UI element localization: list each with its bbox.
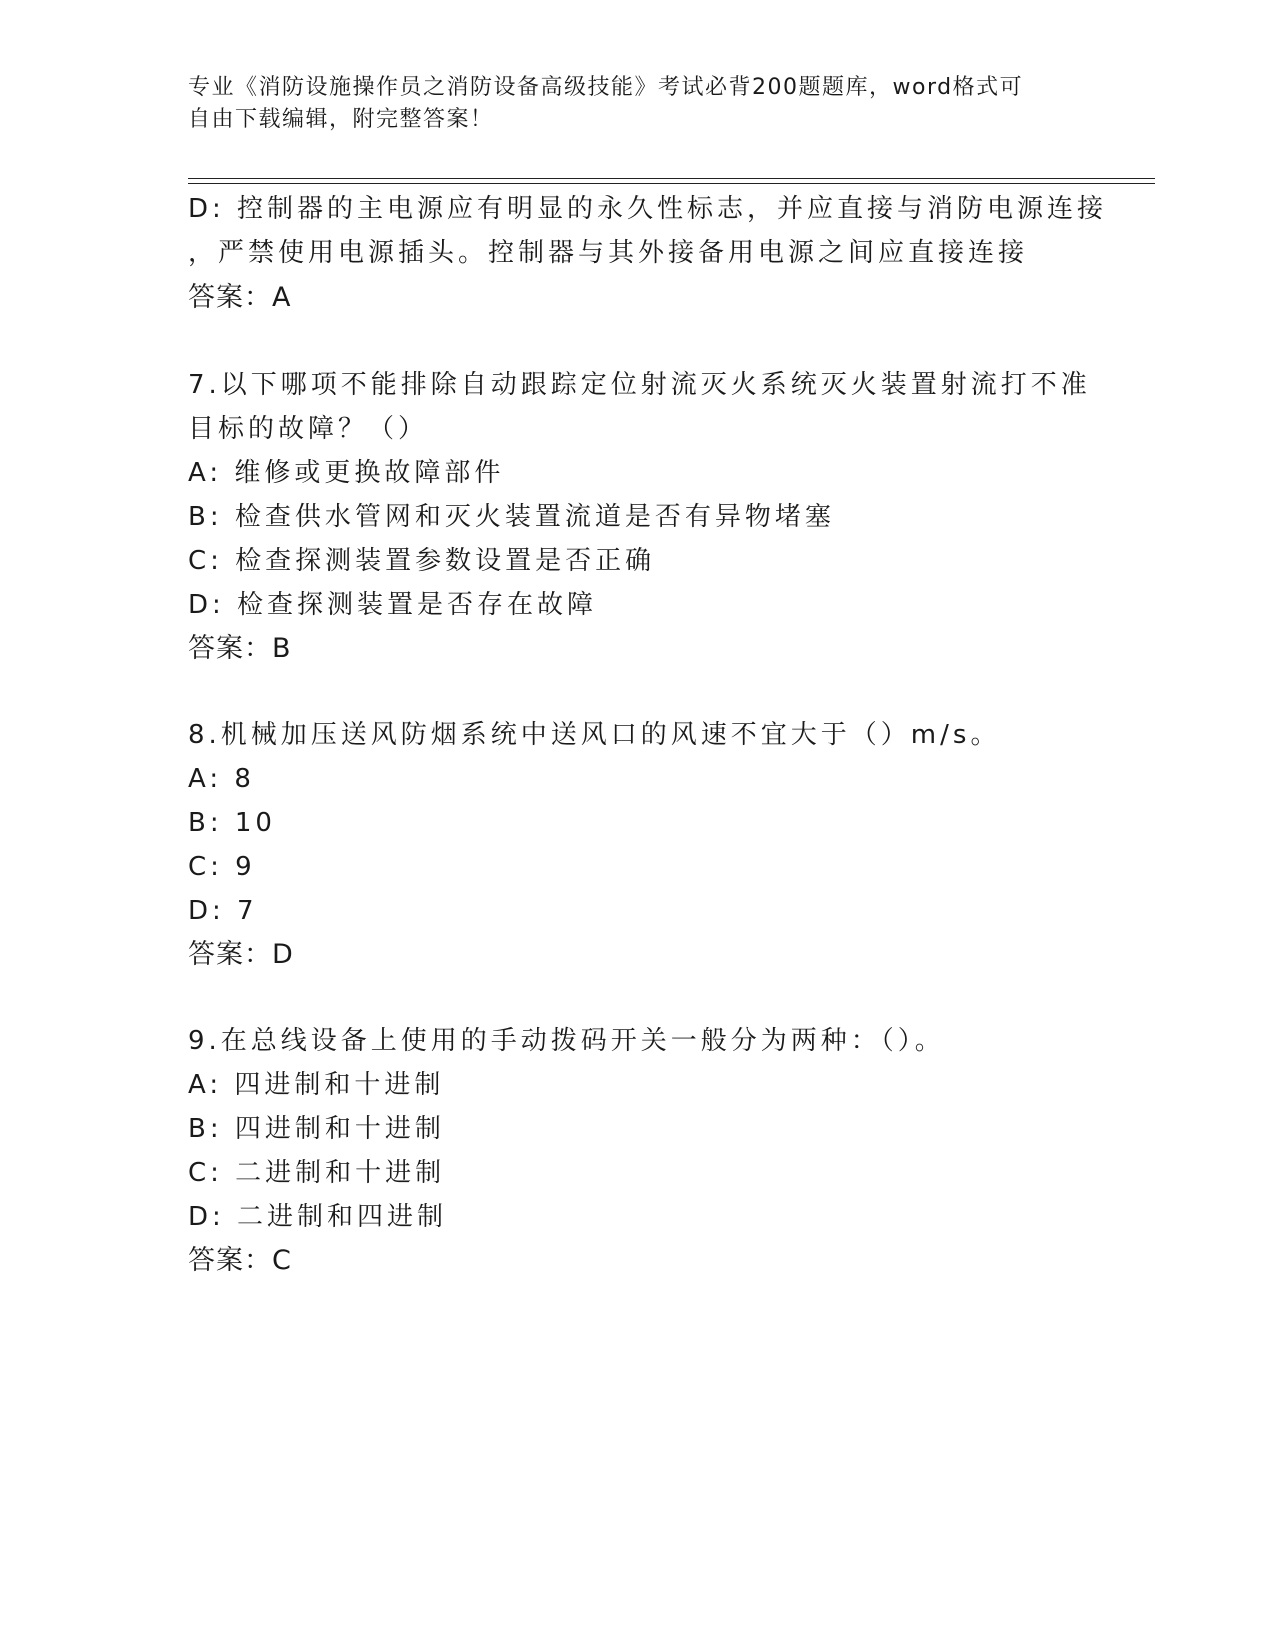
q8-option-b: B: 10 [188,808,276,838]
q9-option-c: C: 二进制和十进制 [188,1158,446,1188]
q7-stem-line-2: 目标的故障？（） [188,414,429,444]
prev-option-d-line-2: ，严禁使用电源插头。控制器与其外接备用电源之间应直接连接 [188,238,1029,268]
q7-option-a: A: 维修或更换故障部件 [188,458,505,488]
q7-option-c: C: 检查探测装置参数设置是否正确 [188,546,656,576]
q7-answer: 答案：B [188,633,292,664]
q8-option-a: A: 8 [188,764,255,794]
header-divider-top [188,178,1155,179]
prev-option-d-line-1: D: 控制器的主电源应有明显的永久性标志，并应直接与消防电源连接 [188,194,1108,224]
q9-answer: 答案：C [188,1245,292,1276]
q9-stem: 9.在总线设备上使用的手动拨码开关一般分为两种：（）。 [188,1026,945,1056]
q7-option-b: B: 检查供水管网和灭火装置流道是否有异物堵塞 [188,502,835,532]
q9-option-a: A: 四进制和十进制 [188,1070,445,1100]
q8-option-d: D: 7 [188,896,258,926]
q7-option-d: D: 检查探测装置是否存在故障 [188,590,598,620]
header-line-2: 自由下载编辑，附完整答案！ [188,107,494,132]
q8-stem: 8.机械加压送风防烟系统中送风口的风速不宜大于（）m/s。 [188,720,1001,750]
q8-option-c: C: 9 [188,852,256,882]
q7-stem-line-1: 7.以下哪项不能排除自动跟踪定位射流灭火系统灭火装置射流打不准 [188,370,1091,400]
q9-option-d: D: 二进制和四进制 [188,1202,448,1232]
prev-answer: 答案：A [188,282,292,313]
document-header [188,72,1088,136]
header-line-1: 专业《消防设施操作员之消防设备高级技能》考试必背200题题库，word格式可 [188,75,1024,100]
header-divider-bottom [188,183,1155,184]
q8-answer: 答案：D [188,939,294,970]
q9-option-b: B: 四进制和十进制 [188,1114,445,1144]
